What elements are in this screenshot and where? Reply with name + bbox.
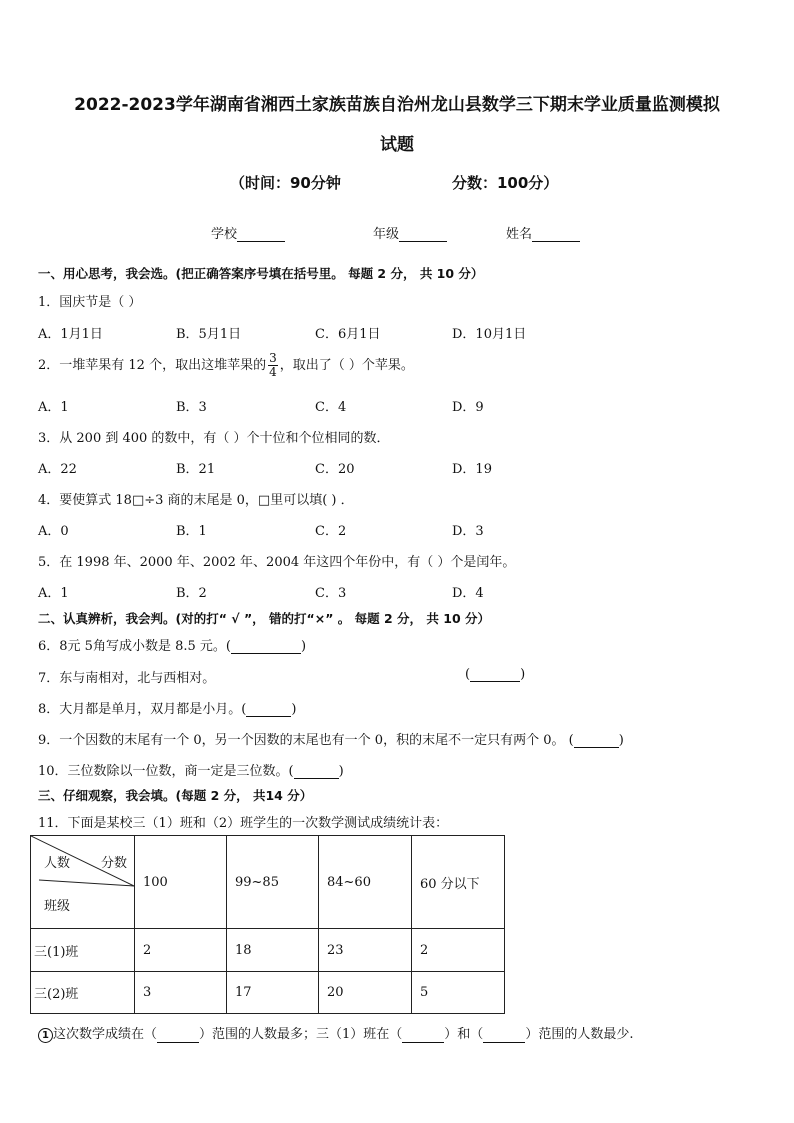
q1-option-b[interactable]: B．5月1日 (176, 327, 242, 342)
corner-diagonals (31, 836, 142, 929)
table-header-row (31, 836, 505, 929)
table-cell: 2 (412, 929, 505, 972)
q1-option-c[interactable]: C．6月1日 (315, 327, 381, 342)
grade-field[interactable]: 年级 (373, 223, 447, 242)
table-cell: 17 (227, 972, 319, 1014)
section3-heading: 三、仔细观察，我会填。(每题 2 分， 共14 分） (38, 788, 313, 803)
q7-answer-blank[interactable] (470, 669, 520, 682)
section2-heading: 二、认真辨析，我会判。(对的打“ √ ”， 错的打“×” 。 每题 2 分， 共 10 分） (38, 611, 490, 626)
column-header: 84~60 (319, 836, 412, 929)
question-8: 8．大月都是单月，双月都是小月。( ) (38, 702, 297, 717)
table-cell: 5 (412, 972, 505, 1014)
table-corner-cell (31, 836, 135, 929)
exam-title-line1: 2022-2023学年湖南省湘西土家族苗族自治州龙山县数学三下期末学业质量监测模拟 (74, 95, 720, 115)
q3-option-d[interactable]: D．19 (452, 462, 492, 477)
school-field[interactable]: 学校 (211, 223, 285, 242)
sub1-answer-blank-2[interactable] (402, 1030, 444, 1043)
question-7: 7．东与南相对，北与西相对。 (38, 671, 216, 686)
table-cell: 20 (319, 972, 412, 1014)
time-label: （时间：90分钟 (230, 174, 341, 192)
column-header: 60 分以下 (412, 836, 505, 929)
q8-answer-blank[interactable] (246, 704, 291, 717)
q5-option-a[interactable]: A．1 (38, 586, 69, 601)
table-row (31, 929, 505, 972)
q1-option-d[interactable]: D．10月1日 (452, 327, 527, 342)
circled-number-icon: 1 (38, 1028, 53, 1043)
row-label: 三(2)班 (31, 972, 135, 1014)
question-11-sub1: 1 这次数学成绩在（ ）范围的人数最多；三（1）班在（ ）和（ ）范围的人数最少. (38, 1023, 633, 1043)
table-cell: 2 (135, 929, 227, 972)
question-3: 3．从 200 到 400 的数中，有（ ）个十位和个位相同的数． (38, 431, 390, 446)
q3-option-b[interactable]: B．21 (176, 462, 216, 477)
question-9: 9．一个因数的末尾有一个 0，另一个因数的末尾也有一个 0，积的末尾不一定只有两个 0。 ( ) (38, 733, 624, 748)
corner-label-class: 班级 (44, 899, 71, 914)
exam-title-line2: 试题 (380, 135, 414, 155)
score-statistics-table (30, 835, 505, 1014)
sub1-answer-blank-1[interactable] (157, 1030, 199, 1043)
q5-option-d[interactable]: D．4 (452, 586, 484, 601)
name-field[interactable]: 姓名 (506, 223, 580, 242)
q5-option-b[interactable]: B．2 (176, 586, 207, 601)
fraction-three-quarters: $\frac{3}{4}$ (269, 351, 277, 379)
q9-answer-blank[interactable] (574, 735, 619, 748)
table-cell: 23 (319, 929, 412, 972)
q4-option-b[interactable]: B．1 (176, 524, 207, 539)
q6-answer-blank[interactable] (231, 641, 301, 654)
q2-option-d[interactable]: D．9 (452, 400, 484, 415)
question-6: 6．8元 5角写成小数是 8.5 元。( ) (38, 639, 307, 654)
table-cell: 18 (227, 929, 319, 972)
q4-option-a[interactable]: A．0 (38, 524, 69, 539)
q2-option-a[interactable]: A．1 (38, 400, 69, 415)
corner-label-score: 分数 (101, 856, 128, 871)
table-row (31, 972, 505, 1014)
row-label: 三(1)班 (31, 929, 135, 972)
question-10: 10．三位数除以一位数，商一定是三位数。( ) (38, 764, 344, 779)
question-2: 2．一堆苹果有 12 个，取出这堆苹果的 $\frac{3}{4}$ ，取出了（ ）个苹果。 (38, 351, 414, 379)
q5-option-c[interactable]: C．3 (315, 586, 347, 601)
q3-option-c[interactable]: C．20 (315, 462, 355, 477)
q4-option-c[interactable]: C．2 (315, 524, 347, 539)
question-1: 1．国庆节是（ ） (38, 295, 142, 310)
q7-answer[interactable]: ( ) (465, 667, 526, 682)
section1-heading: 一、用心思考，我会选。(把正确答案序号填在括号里。 每题 2 分， 共 10 分） (38, 266, 484, 281)
q3-option-a[interactable]: A．22 (38, 462, 77, 477)
q1-option-a[interactable]: A．1月1日 (38, 327, 103, 342)
column-header: 100 (135, 836, 227, 929)
q10-answer-blank[interactable] (294, 766, 339, 779)
q2-option-c[interactable]: C．4 (315, 400, 347, 415)
sub1-answer-blank-3[interactable] (483, 1030, 525, 1043)
q2-option-b[interactable]: B．3 (176, 400, 207, 415)
question-4: 4．要使算式 18□÷3 商的末尾是 0，□里可以填( ) ． (38, 493, 354, 508)
q4-option-d[interactable]: D．3 (452, 524, 484, 539)
question-5: 5．在 1998 年、2000 年、2002 年、2004 年这四个年份中，有（ ）个是闰年。 (38, 555, 516, 570)
score-label: 分数：100分） (452, 174, 559, 192)
column-header: 99~85 (227, 836, 319, 929)
question-11: 11．下面是某校三（1）班和（2）班学生的一次数学测试成绩统计表： (38, 816, 449, 831)
corner-label-count: 人数 (44, 856, 71, 871)
table-cell: 3 (135, 972, 227, 1014)
